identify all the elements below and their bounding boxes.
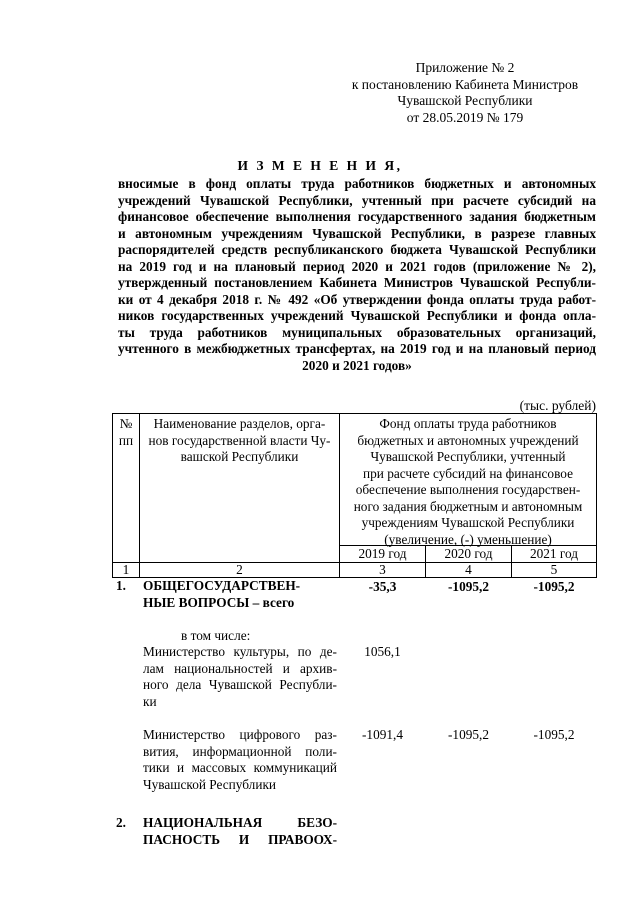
subtitle-line: и автономным учреждениям Чувашской Республики, в разрезе главных bbox=[118, 225, 596, 241]
appendix-line-2: к постановлению Кабинета Министров bbox=[351, 76, 579, 92]
row-1-value-2019: -35,3 bbox=[368, 579, 397, 594]
col-number-1: 1 bbox=[122, 562, 130, 577]
header-fund-line: Фонд оплаты труда работников bbox=[379, 416, 557, 431]
header-fund-line: при расчете субсидий на финансовое bbox=[363, 465, 573, 481]
subtitle-line: 2020 и 2021 годов» bbox=[302, 357, 412, 373]
digital-name-line: Чувашской Республики bbox=[143, 776, 277, 792]
culture-name-line: ки bbox=[143, 693, 157, 709]
header-name-line: нов государственной власти Чу- bbox=[148, 432, 331, 448]
row-1-num: 1. bbox=[116, 578, 126, 593]
appendix-header bbox=[340, 60, 590, 126]
row-2-num: 2. bbox=[116, 815, 126, 830]
col-number-2: 2 bbox=[236, 562, 243, 577]
header-fund-line: обеспечение выполнения государствен- bbox=[355, 482, 581, 497]
header-num-line: пп bbox=[118, 432, 134, 448]
subtitle-line: ты труда работников муниципальных образовательных организаций, bbox=[118, 324, 596, 340]
units-label: (тыс. рублей) bbox=[519, 398, 596, 413]
subtitle-line: учреждений Чувашской Республики, учтенный при расчете субсидий на bbox=[118, 192, 596, 208]
document-subtitle bbox=[118, 176, 596, 374]
digital-value-2019: -1091,4 bbox=[362, 727, 403, 742]
header-year-2021: 2021 год bbox=[529, 546, 579, 561]
culture-ministry-name bbox=[143, 644, 337, 710]
subtitle-line: распорядителей средств республиканского бюджета Чувашской Республики bbox=[118, 242, 596, 257]
header-year-2019: 2019 год bbox=[358, 546, 407, 561]
including-label: в том числе: bbox=[181, 628, 251, 643]
subtitle-line: на 2019 год и на плановый период 2020 и 2021 годов (приложение № 2), bbox=[118, 258, 596, 274]
digital-name-line: Министерство цифрового раз- bbox=[143, 727, 337, 742]
subtitle-line: утвержденный постановлением Кабинета Министров Чувашской Республи- bbox=[118, 275, 596, 290]
culture-name-line: лам национальностей и архив- bbox=[143, 660, 337, 676]
subtitle-line: вносимые в фонд оплаты труда работников бюджетных и автономных bbox=[118, 176, 596, 191]
table-right-border bbox=[596, 413, 597, 578]
col-number-5: 5 bbox=[550, 562, 558, 577]
row-1-value-2020: -1095,2 bbox=[448, 579, 489, 594]
appendix-line-3: Чувашской Республики bbox=[397, 93, 533, 108]
header-num-line: № bbox=[119, 416, 133, 431]
header-fund-line: ного задания бюджетным и автономным bbox=[353, 498, 583, 514]
header-fund-line: учреждениям Чувашской Республики bbox=[361, 515, 575, 530]
header-fund-line: Чувашской Республики, учтенный bbox=[370, 449, 566, 464]
digital-value-2020: -1095,2 bbox=[448, 727, 489, 742]
col-number-3: 3 bbox=[379, 562, 386, 577]
row-2-name-line: ПАСНОСТЬ И ПРАВООХ- bbox=[143, 831, 337, 847]
digital-name-line: тики и массовых коммуникаций bbox=[143, 760, 337, 775]
header-name-line: Наименование разделов, орга- bbox=[153, 416, 326, 431]
subtitle-line: ников государственных учреждений Чувашской Республики и фонда опла- bbox=[118, 308, 596, 323]
appendix-line-1: Приложение № 2 bbox=[415, 60, 515, 75]
header-name bbox=[140, 416, 339, 466]
row-2-name bbox=[143, 815, 337, 848]
row-1-value-2021: -1095,2 bbox=[533, 579, 575, 594]
digital-ministry-name bbox=[143, 727, 337, 793]
header-name-line: вашской Республики bbox=[180, 449, 299, 464]
subtitle-line: ки от 4 декабря 2018 г. № 492 «Об утверждении фонда оплаты труда работ- bbox=[118, 291, 596, 307]
appendix-line-4: от 28.05.2019 № 179 bbox=[406, 109, 524, 125]
row-2-name-line: НАЦИОНАЛЬНАЯ БЕЗО- bbox=[143, 815, 337, 830]
row-1-name bbox=[143, 578, 337, 611]
header-fund-line: бюджетных и автономных учреждений bbox=[357, 432, 579, 448]
row-1-name-line: ОБЩЕГОСУДАРСТВЕН- bbox=[143, 578, 301, 593]
culture-name-line: ного дела Чувашской Республи- bbox=[143, 677, 337, 692]
culture-name-line: Министерство культуры, по де- bbox=[143, 644, 337, 659]
header-num bbox=[113, 416, 139, 449]
subtitle-line: учтенного в межбюджетных трансфертах, на 2019 год и на плановый период bbox=[118, 341, 596, 356]
header-fund bbox=[340, 416, 596, 548]
table-top-border bbox=[112, 413, 597, 414]
digital-value-2021: -1095,2 bbox=[533, 727, 575, 742]
row-1-name-line: НЫЕ ВОПРОСЫ – всего bbox=[143, 594, 295, 610]
col-number-4: 4 bbox=[465, 562, 472, 577]
header-fund-line: (увеличение, (-) уменьшение) bbox=[384, 531, 552, 547]
header-year-2020: 2020 год bbox=[444, 546, 493, 561]
document-title: И З М Е Н Е Н И Я, bbox=[237, 158, 403, 173]
culture-value-2019: 1056,1 bbox=[364, 644, 401, 659]
digital-name-line: вития, информационной поли- bbox=[143, 743, 337, 759]
subtitle-line: финансовое обеспечение выполнения государственного задания бюджетным bbox=[118, 209, 596, 224]
